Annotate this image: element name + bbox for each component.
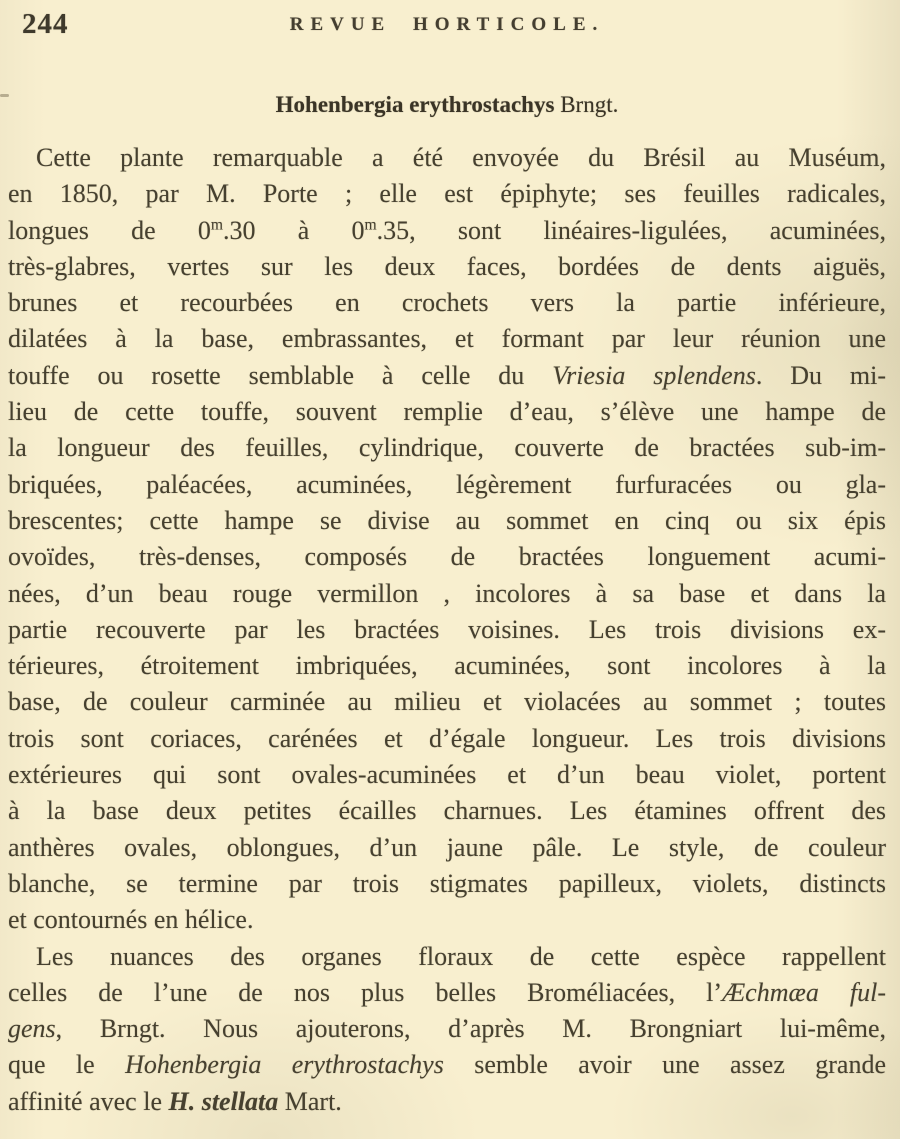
- text-line: à la base deux petites écailles charnues. Les étamines offrent des: [8, 796, 886, 826]
- text-line: que le Hohenbergia erythrostachys semble avoir une assez grande: [8, 1050, 886, 1080]
- text-line: la longueur des feuilles, cylindrique, couverte de bractées sub-im-: [8, 433, 886, 463]
- text-line: affinité avec le H. stellata Mart.: [8, 1086, 342, 1116]
- text-line: brunes et recourbées en crochets vers la partie inférieure,: [8, 288, 886, 318]
- text-line: blanche, se termine par trois stigmates papilleux, violets, distincts: [8, 868, 886, 898]
- text-line: anthères ovales, oblongues, d’un jaune pâle. Le style, de couleur: [8, 832, 886, 862]
- text-line: extérieures qui sont ovales-acuminées et d’un beau violet, portent: [8, 760, 886, 790]
- scan-artifact: [0, 94, 9, 97]
- text-line: très-glabres, vertes sur les deux faces, bordées de dents aiguës,: [8, 251, 886, 281]
- text-line: briquées, paléacées, acuminées, légèrement furfuracées ou gla-: [8, 469, 886, 499]
- page-header: [8, 8, 886, 44]
- text-line: dilatées à la base, embrassantes, et formant par leur réunion une: [8, 324, 886, 354]
- title-authority: Brngt.: [560, 92, 619, 117]
- page-number: 244: [22, 8, 69, 40]
- text-line: et contournés en hélice.: [8, 905, 254, 935]
- text-line: celles de l’une de nos plus belles Broméliacées, l’Æchmæa ful-: [8, 977, 886, 1007]
- running-head: REVUE HORTICOLE.: [289, 14, 605, 35]
- text-line: brescentes; cette hampe se divise au sommet en cinq ou six épis: [8, 505, 886, 535]
- article-title: [8, 92, 886, 118]
- text-line: trois sont coriaces, carénées et d’égale longueur. Les trois divisions: [8, 723, 886, 753]
- text-line: ovoïdes, très-denses, composés de bractées longuement acumi-: [8, 542, 886, 572]
- text-line: base, de couleur carminée au milieu et violacées au sommet ; toutes: [8, 687, 886, 717]
- text-line: gens, Brngt. Nous ajouterons, d’après M. Brongniart lui-même,: [8, 1014, 886, 1044]
- title-species: Hohenbergia erythrostachys: [275, 92, 555, 117]
- text-line: en 1850, par M. Porte ; elle est épiphyte; ses feuilles radicales,: [8, 179, 886, 209]
- text-line: lieu de cette touffe, souvent remplie d’eau, s’élève une hampe de: [8, 397, 886, 427]
- text-line: partie recouverte par les bractées voisines. Les trois divisions ex-: [8, 614, 886, 644]
- text-line: longues de 0$^m$.30 à 0$^m$.35, sont linéaires-ligulées, acuminées,: [8, 215, 886, 245]
- text-line: touffe ou rosette semblable à celle du Vriesia splendens. Du mi-: [8, 360, 887, 390]
- text-line: térieures, étroitement imbriquées, acuminées, sont incolores à la: [8, 651, 886, 681]
- text-line: nées, d’un beau rouge vermillon , incolores à sa base et dans la: [8, 578, 886, 608]
- text-line: Les nuances des organes floraux de cette espèce rappellent: [36, 941, 886, 971]
- article-body: [8, 140, 886, 1120]
- text-line: Cette plante remarquable a été envoyée du Brésil au Muséum,: [36, 143, 886, 172]
